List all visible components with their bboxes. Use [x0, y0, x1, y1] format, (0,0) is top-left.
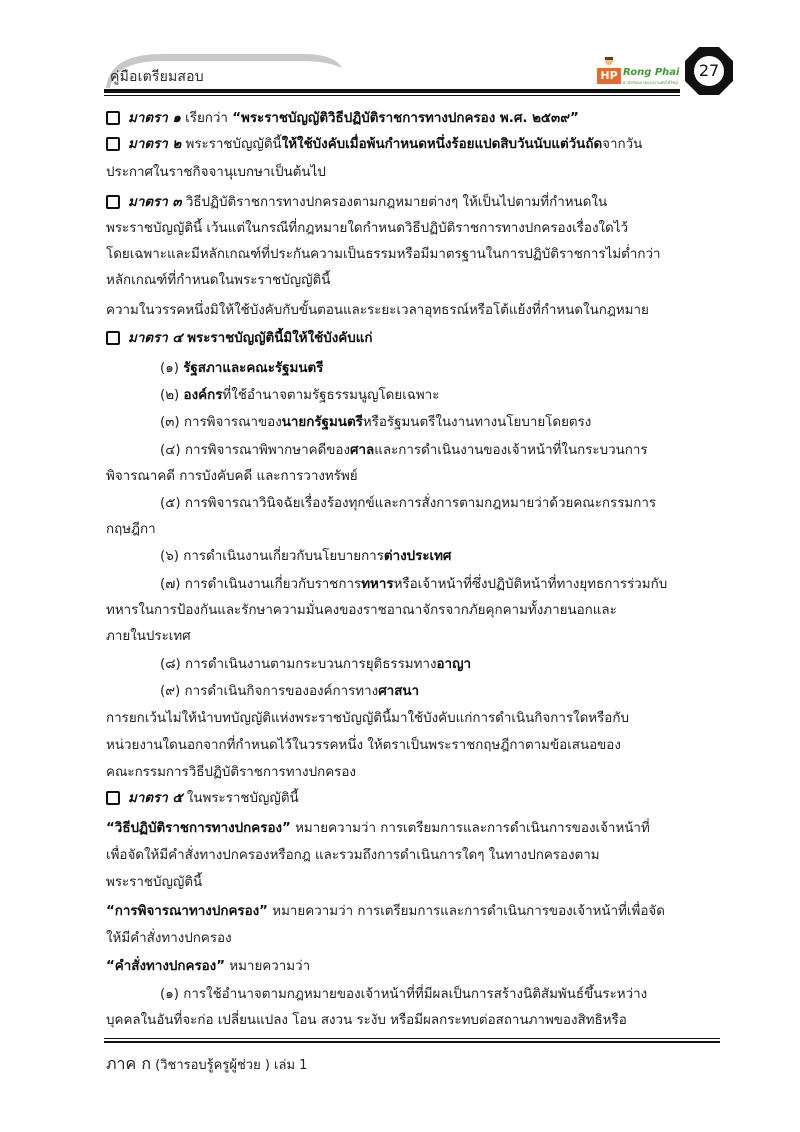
checkbox-icon: [106, 137, 120, 151]
list-item: [160, 679, 419, 705]
definition: [106, 954, 310, 980]
section-4-closing: คณะกรรมการวิธีปฏิบัติราชการทางปกครอง: [106, 765, 356, 780]
section-3-line: หลักเกณฑ์ที่กำหนดในพระราชบัญญัตินี้: [106, 273, 331, 288]
item-emphasis: ศาสนา: [378, 684, 420, 699]
item-number: (๖): [160, 549, 184, 564]
item-number: (๒): [160, 388, 184, 403]
item-text: การใช้อำนาจตามกฎหมายของเจ้าหน้าที่ที่มีผลเป็นการสร้างนิติสัมพันธ์ขึ้นระหว่าง: [183, 987, 648, 1002]
item-number: (๕): [160, 496, 185, 511]
item-number: (๑): [160, 987, 184, 1002]
item-text: หรือเจ้าหน้าที่ซึ่งปฏิบัติหน้าที่ทางยุทธการร่วมกับ: [393, 577, 668, 592]
section-heading: ในพระราชบัญญัตินี้: [182, 791, 299, 806]
header-divider-thick: [104, 89, 680, 93]
item-text: การพิจารณาของ: [183, 415, 282, 430]
item-emphasis: รัฐสภาและคณะรัฐมนตรี: [183, 361, 324, 376]
page-number: 27: [698, 61, 720, 80]
list-item: [160, 544, 451, 570]
section-5: [106, 786, 299, 812]
section-label: มาตรา ๔: [128, 331, 183, 346]
publisher-logo: [597, 56, 681, 86]
definition-text: หมายความว่า การเตรียมการและการดำเนินการของเจ้าหน้าที่: [290, 821, 650, 836]
item-emphasis: นายกรัฐมนตรี: [281, 415, 363, 430]
definition-cont: พระราชบัญญัตินี้: [106, 875, 203, 890]
item-emphasis: ศาล: [350, 443, 375, 458]
item-text: การดำเนินกิจการขององค์การทาง: [184, 684, 379, 699]
section-text: วิธีปฏิบัติราชการทางปกครองตามกฎหมายต่างๆ ให้เป็นไปตามที่กำหนดใน: [181, 195, 608, 210]
page-footer: [106, 1052, 307, 1077]
item-number: (๑): [160, 361, 184, 376]
item-number: (๓): [160, 415, 184, 430]
item-number: (๗): [160, 577, 185, 592]
checkbox-icon: [106, 111, 120, 125]
section-emphasis: ให้ใช้บังคับเมื่อพ้นกำหนดหนึ่งร้อยแปดสิบวันนับแต่วันถัด: [281, 137, 603, 152]
definition: [106, 899, 665, 925]
section-3-line: โดยเฉพาะและมีหลักเกณฑ์ที่ประกันความเป็นธรรมหรือมีมาตรฐานในการปฏิบัติราชการไม่ต่ำกว่า: [106, 247, 661, 262]
definition-cont: ให้มีคำสั่งทางปกครอง: [106, 931, 232, 946]
list-item-cont: พิจารณาคดี การบังคับคดี และการวางทรัพย์: [106, 469, 358, 484]
definition-item-cont: บุคคลในอันที่จะก่อ เปลี่ยนแปลง โอน สงวน ระงับ หรือมีผลกระทบต่อสถานภาพของสิทธิหรือ: [106, 1013, 627, 1028]
item-emphasis: ทหาร: [361, 577, 394, 592]
item-text: หรือรัฐมนตรีในงานทางนโยบายโดยตรง: [362, 415, 592, 430]
section-3-line: ความในวรรคหนึ่งมิให้ใช้บังคับกับขั้นตอนและระยะเวลาอุทธรณ์หรือโต้แย้งที่กำหนดในกฎหมาย: [106, 303, 649, 318]
book-title: คู่มือเตรียมสอบ: [110, 69, 204, 85]
section-text: เรียกว่า: [180, 111, 233, 126]
section-4-closing: หน่วยงานใดนอกจากที่กำหนดไว้ในวรรคหนึ่ง ให้ตราเป็นพระราชกฤษฎีกาตามข้อเสนอของ: [106, 738, 621, 753]
section-text: พระราชบัญญัตินี้: [181, 137, 282, 152]
section-4: [106, 326, 372, 352]
list-item: [160, 491, 656, 517]
section-2-cont: ประกาศในราชกิจจานุเบกษาเป็นต้นไป: [106, 165, 326, 180]
item-emphasis: อาญา: [436, 657, 472, 672]
section-heading: พระราชบัญญัตินี้มิให้ใช้บังคับแก่: [182, 331, 373, 346]
list-item-cont: กฤษฎีกา: [106, 522, 156, 537]
list-item-cont: ทหารในการป้องกันและรักษาความมั่นคงของราชอาณาจักรจากภัยคุกคามทั้งภายนอกและ: [106, 603, 617, 618]
item-emphasis: องค์กร: [183, 388, 223, 403]
act-name: “พระราชบัญญัติวิธีปฏิบัติราชการทางปกครอง พ.ศ. ๒๕๓๙”: [232, 111, 579, 126]
list-item: [160, 572, 667, 598]
logo-mark: HP: [597, 68, 621, 84]
section-1: [106, 106, 579, 132]
checkbox-icon: [106, 331, 120, 345]
section-4-closing: การยกเว้นไม่ให้นำบทบัญญัติแห่งพระราชบัญญัตินี้มาใช้บังคับแก่การดำเนินกิจการใดหรือกับ: [106, 711, 629, 726]
section-label: มาตรา ๒: [128, 137, 182, 152]
footer-divider-thick: [104, 1041, 720, 1043]
checkbox-icon: [106, 195, 120, 209]
list-item-cont: ภายในประเทศ: [106, 629, 191, 644]
page-header: [0, 0, 800, 100]
list-item: [160, 356, 323, 382]
definition-cont: เพื่อจัดให้มีคำสั่งทางปกครองหรือกฎ และรวมถึงการดำเนินการใดๆ ในทางปกครองตาม: [106, 848, 600, 863]
definition-item: [160, 982, 647, 1008]
header-divider-thin: [104, 95, 680, 96]
footer-part: ภาค ก: [106, 1054, 152, 1073]
item-number: (๔): [160, 443, 185, 458]
definition: [106, 816, 650, 842]
footer-divider-thin: [104, 1038, 720, 1039]
section-label: มาตรา ๑: [128, 111, 181, 126]
section-3: [106, 190, 607, 216]
item-text: การพิจารณาวินิจฉัยเรื่องร้องทุกข์และการสั่งการตามกฎหมายว่าด้วยคณะกรรมการ: [184, 496, 657, 511]
item-text: ที่ใช้อำนาจตามรัฐธรรมนูญโดยเฉพาะ: [222, 388, 440, 403]
definition-text: หมายความว่า: [225, 959, 311, 974]
item-number: (๙): [160, 684, 185, 699]
logo-name: Rong Phai: [623, 67, 680, 78]
item-text: การดำเนินงานเกี่ยวกับราชการ: [184, 577, 362, 592]
item-number: (๘): [160, 657, 186, 672]
list-item: [160, 652, 471, 678]
definition-term: “คำสั่งทางปกครอง”: [106, 959, 226, 974]
section-text: จากวัน: [602, 137, 643, 152]
item-text: การดำเนินงานเกี่ยวกับนโยบายการ: [183, 549, 384, 564]
section-3-line: พระราชบัญญัตินี้ เว้นแต่ในกรณีที่กฎหมายใดกำหนดวิธีปฏิบัติราชการทางปกครองเรื่องใดไว้: [106, 221, 628, 236]
section-label: มาตรา ๓: [128, 195, 182, 210]
list-item: [160, 438, 648, 464]
checkbox-icon: [106, 791, 120, 805]
list-item: [160, 410, 591, 436]
list-item: [160, 383, 439, 409]
definition-text: หมายความว่า การเตรียมการและการดำเนินการของเจ้าหน้าที่เพื่อจัด: [267, 904, 665, 919]
section-label: มาตรา ๕: [128, 791, 183, 806]
definition-term: “วิธีปฏิบัติราชการทางปกครอง”: [106, 821, 291, 836]
item-text: การพิจารณาพิพากษาคดีของ: [184, 443, 351, 458]
item-text: และการดำเนินงานของเจ้าหน้าที่ในกระบวนการ: [374, 443, 648, 458]
section-2: [106, 132, 642, 158]
item-text: การดำเนินงานตามกระบวนการยุติธรรมทาง: [185, 657, 437, 672]
logo-tagline: ฝ่าภัยรับตลาดแรงงานฮัดได้ไซน์: [623, 80, 678, 85]
child-mascot-icon: [602, 56, 616, 68]
item-emphasis: ต่างประเทศ: [383, 549, 452, 564]
footer-subject: (วิชารอบรู้ครูผู้ช่วย ) เล่ม 1: [151, 1058, 308, 1073]
definition-term: “การพิจารณาทางปกครอง”: [106, 904, 268, 919]
